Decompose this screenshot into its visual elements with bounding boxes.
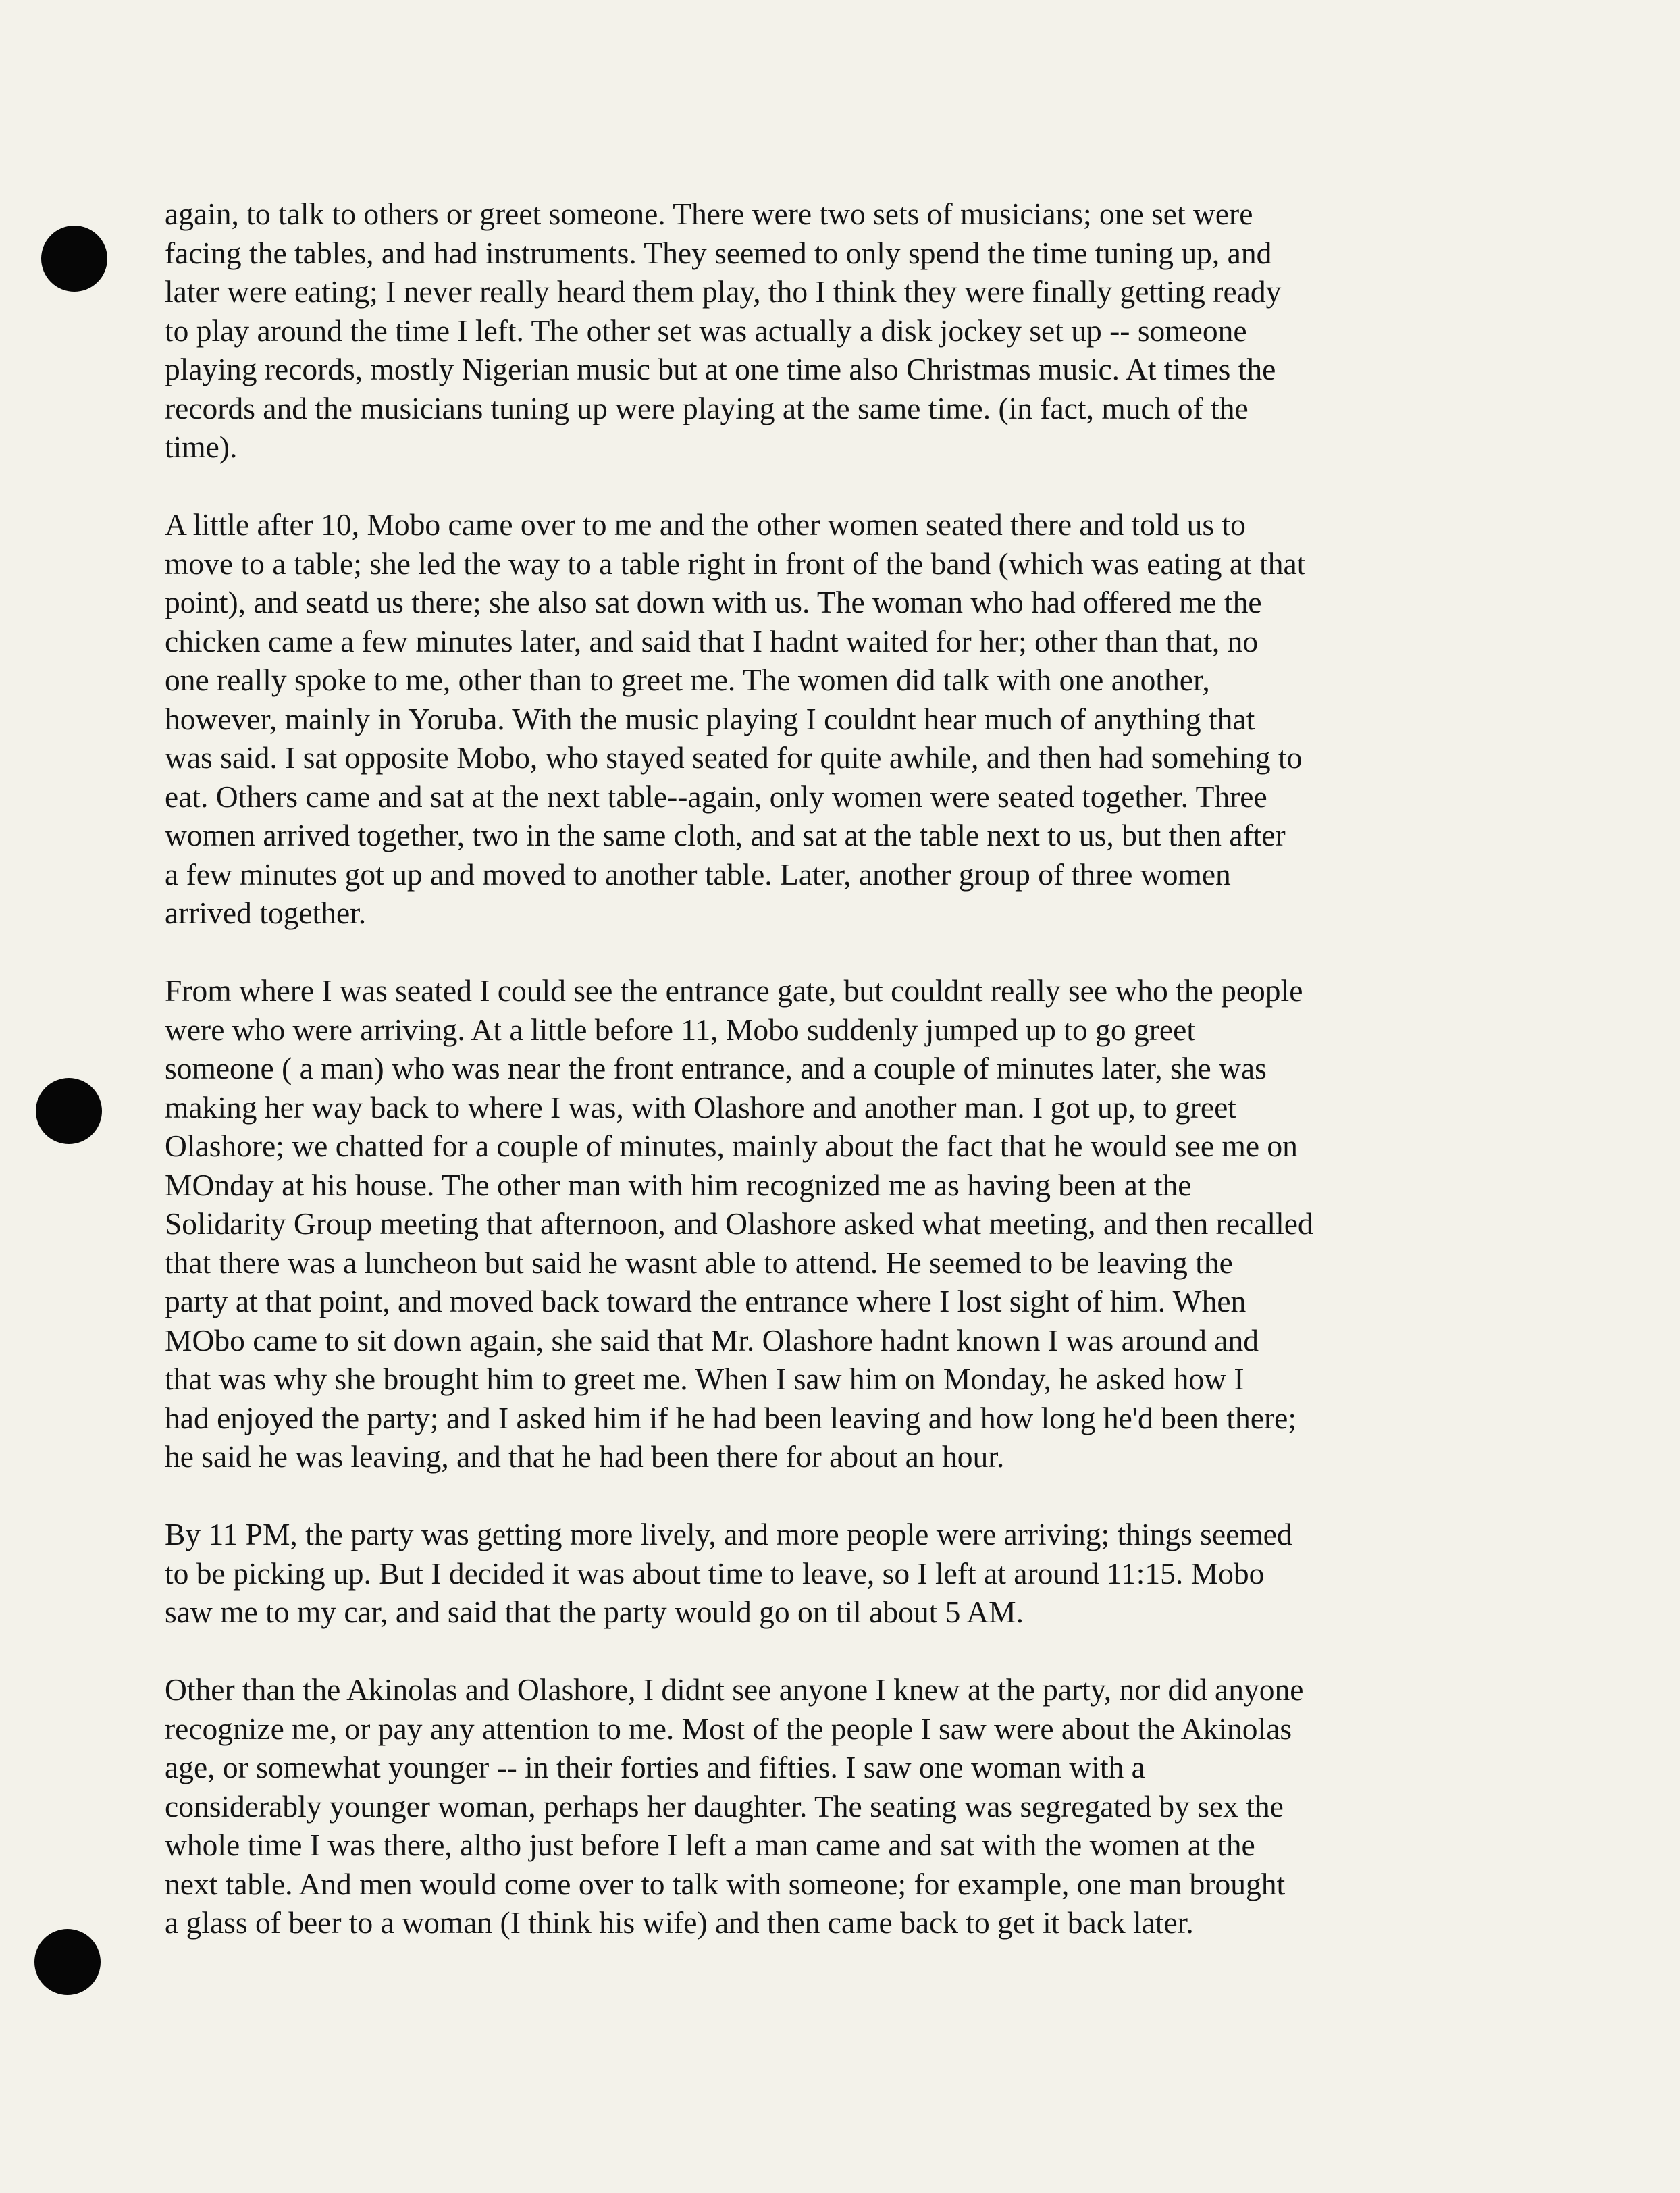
text-line: again, to talk to others or greet someone. There were two sets of musicians; one set were [165,197,1253,231]
text-line: arrived together. [165,896,367,930]
text-line: women arrived together, two in the same cloth, and sat at the table next to us, but then after [165,818,1286,852]
paragraph-table-seating [165,505,1468,933]
paragraph-departure [165,1515,1468,1632]
text-line: MOnday at his house. The other man with him recognized me as having been at the [165,1167,1192,1202]
text-line: making her way back to where I was, with Olashore and another man. I got up, to greet [165,1089,1236,1125]
punch-hole [41,226,107,292]
text-line: facing the tables, and had instruments. They seemed to only spend the time tuning up, and [165,235,1272,270]
text-line: party at that point, and moved back toward the entrance where I lost sight of him. When [165,1284,1246,1318]
paragraph-attendees [165,1670,1468,1942]
text-line: he said he was leaving, and that he had been there for about an hour. [165,1439,1005,1474]
text-line: Olashore; we chatted for a couple of minutes, mainly about the fact that he would see me on [165,1129,1298,1163]
text-line: recognize me, or pay any attention to me. Most of the people I saw were about the Akinolas [165,1711,1292,1746]
text-line: Other than the Akinolas and Olashore, I didnt see anyone I knew at the party, nor did anyone [165,1672,1304,1707]
text-line: A little after 10, Mobo came over to me and the other women seated there and told us to [165,507,1246,542]
text-line: playing records, mostly Nigerian music but at one time also Christmas music. At times the [165,352,1276,386]
text-line: someone ( a man) who was near the front entrance, and a couple of minutes later, she was [165,1051,1267,1085]
text-line: to play around the time I left. The other set was actually a disk jockey set up -- someone [165,313,1247,348]
text-line: that there was a luncheon but said he wasnt able to attend. He seemed to be leaving the [165,1245,1233,1280]
text-line: later were eating; I never really heard them play, tho I think they were finally getting ready [165,274,1282,309]
text-line: whole time I was there, altho just before I left a man came and sat with the women at the [165,1828,1255,1862]
text-line: time). [165,430,238,464]
document-body [165,195,1468,1981]
text-line: eat. Others came and sat at the next table--again, only women were seated together. Three [165,779,1267,814]
text-line: was said. I sat opposite Mobo, who stayed seated for quite awhile, and then had somehing to [165,740,1303,775]
text-line: move to a table; she led the way to a table right in front of the band (which was eating at that [165,546,1306,581]
paragraph-musicians [165,195,1468,467]
text-line: Solidarity Group meeting that afternoon, and Olashore asked what meeting, and then recalled [165,1206,1313,1241]
text-line: were who were arriving. At a little before 11, Mobo suddenly jumped up to go greet [165,1012,1195,1047]
text-line: considerably younger woman, perhaps her daughter. The seating was segregated by sex the [165,1788,1284,1824]
text-line: MObo came to sit down again, she said that Mr. Olashore hadnt known I was around and [165,1322,1259,1358]
text-line: saw me to my car, and said that the party would go on til about 5 AM. [165,1595,1024,1629]
text-line: chicken came a few minutes later, and said that I hadnt waited for her; other than that, no [165,623,1259,659]
text-line: age, or somewhat younger -- in their forties and fifties. I saw one woman with a [165,1750,1145,1784]
paragraph-olashore [165,971,1468,1476]
text-line: one really spoke to me, other than to greet me. The women did talk with one another, [165,663,1210,697]
text-line: that was why she brought him to greet me. When I saw him on Monday, he asked how I [165,1362,1244,1396]
text-line: point), and seatd us there; she also sat down with us. The woman who had offered me the [165,585,1262,619]
text-line: a glass of beer to a woman (I think his wife) and then came back to get it back later. [165,1905,1194,1940]
text-line: next table. And men would come over to talk with someone; for example, one man brought [165,1866,1286,1901]
punch-hole [34,1929,101,1995]
text-line: records and the musicians tuning up were playing at the same time. (in fact, much of the [165,390,1249,425]
text-line: From where I was seated I could see the entrance gate, but couldnt really see who the people [165,973,1303,1008]
text-line: had enjoyed the party; and I asked him if he had been leaving and how long he'd been there; [165,1400,1296,1435]
punch-hole [36,1078,102,1144]
text-line: By 11 PM, the party was getting more lively, and more people were arriving; things seemed [165,1517,1292,1551]
text-line: to be picking up. But I decided it was about time to leave, so I left at around 11:15. Mobo [165,1555,1265,1591]
text-line: a few minutes got up and moved to another table. Later, another group of three women [165,856,1231,892]
text-line: however, mainly in Yoruba. With the music playing I couldnt hear much of anything that [165,701,1255,736]
